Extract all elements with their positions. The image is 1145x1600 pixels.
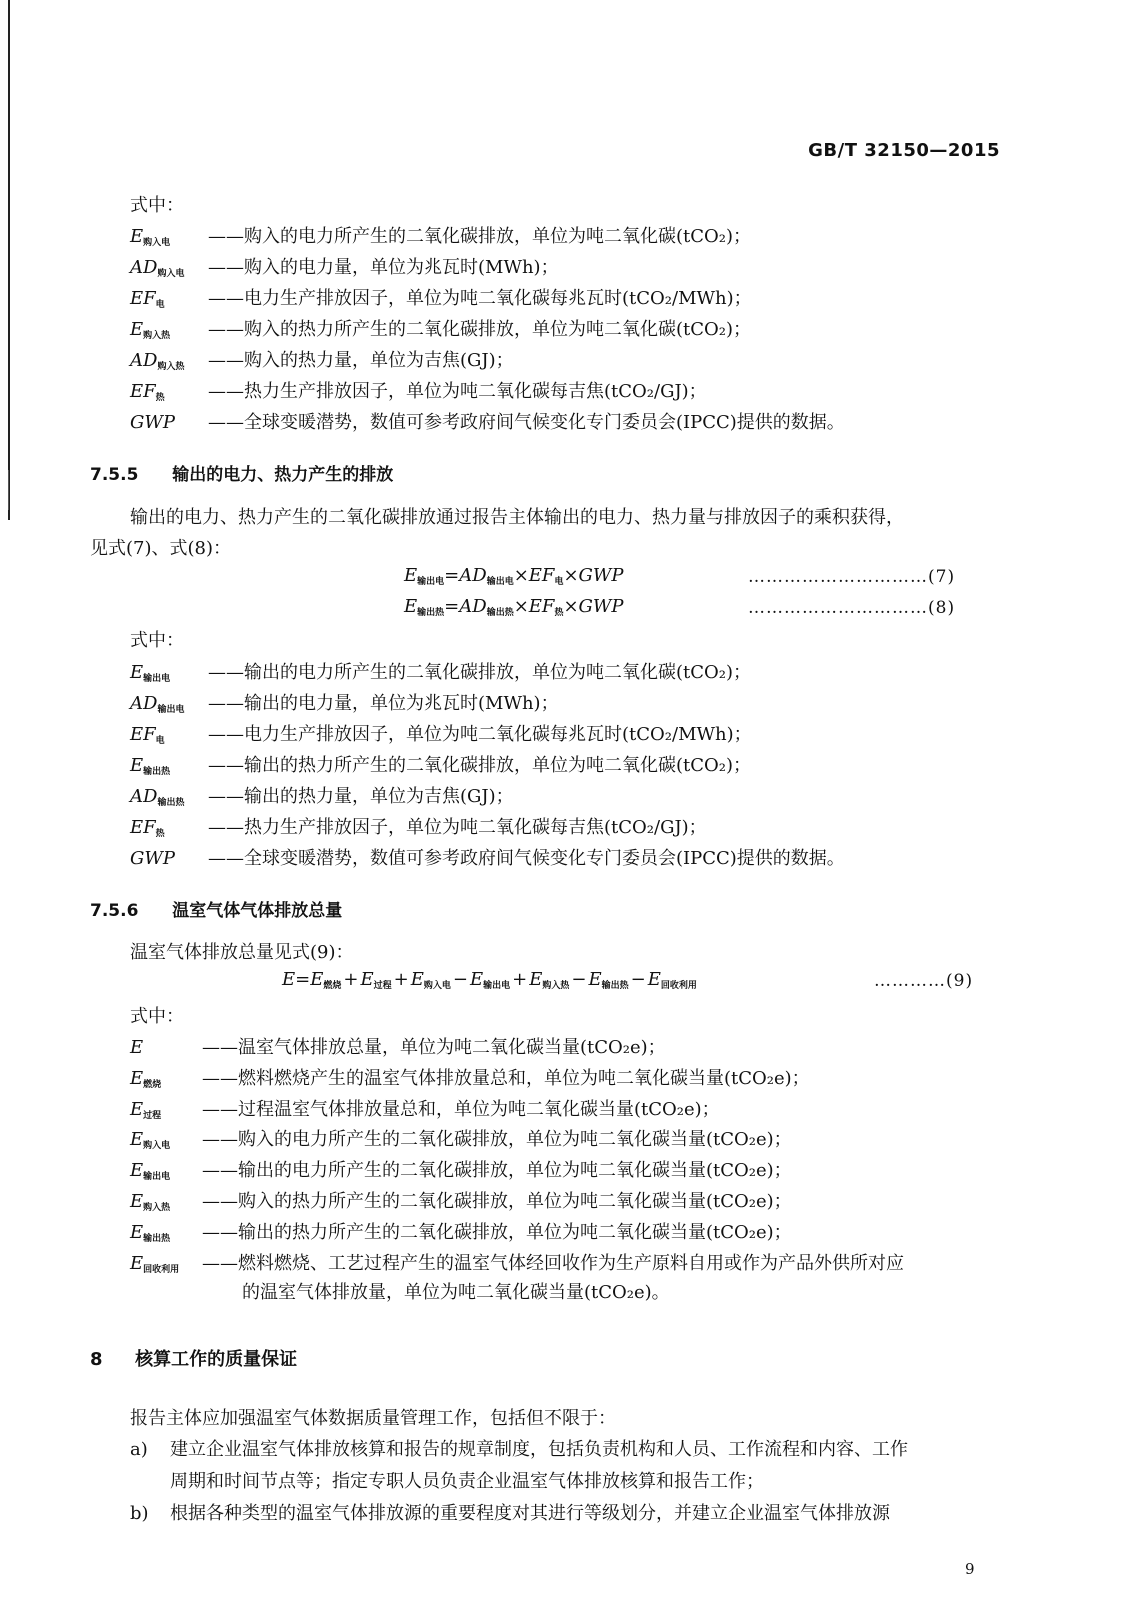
list-text: 建立企业温室气体排放核算和报告的规章制度，包括负责机构和人员、工作流程和内容、工作 [170,1439,908,1460]
list-marker: b) [130,1503,149,1524]
formula-symbol: EF [528,565,555,586]
formula-operator: + [512,969,528,990]
definition-row [130,753,1030,779]
definition-symbol [130,317,170,349]
definition-symbol [130,660,170,692]
list-marker: a) [130,1439,148,1460]
definition-text: ——全球变暖潜势，数值可参考政府间气候变化专门委员会(IPCC)提供的数据。 [208,848,845,869]
symbol-main: GWP [130,412,175,433]
definition-symbol [130,784,184,816]
symbol-subscript: 热 [155,393,165,403]
formula-operator: × [563,565,579,586]
definition-text: ——输出的热力所产生的二氧化碳排放，单位为吨二氧化碳当量(tCO₂e)； [202,1221,792,1243]
definition-row [130,1066,1030,1092]
definition-text: ——购入的热力量，单位为吉焦(GJ)； [208,350,514,371]
formula-operator: × [513,565,529,586]
definition-row [130,410,1030,436]
symbol-subscript: 购入热 [143,1203,171,1213]
where-label: 式中： [130,1006,184,1027]
section-number: 8 [90,1349,103,1370]
formula-subscript: 输出电 [483,981,511,991]
definition-row [130,846,1030,872]
formula-subscript: 回收利用 [660,981,697,991]
definition-text: ——输出的热力量，单位为吉焦(GJ)； [208,786,514,807]
definition-row [130,1097,1030,1123]
formula-subscript: 电 [554,577,564,587]
scan-border-mark [8,470,9,510]
symbol-subscript: 过程 [143,1110,162,1121]
definition-symbol [130,846,175,872]
definition-text: ——燃料燃烧、工艺过程产生的温室气体经回收作为生产原料自用或作为产品外供所对应 [202,1252,904,1274]
formula-subscript: 过程 [373,981,392,991]
symbol-subscript: 输出热 [143,767,171,777]
symbol-main: E [130,1129,144,1151]
formula-operator: × [513,596,529,617]
formula-7 [404,565,624,587]
list-text: 根据各种类型的温室气体排放源的重要程度对其进行等级划分，并建立企业温室气体排放源 [170,1503,890,1524]
formula-symbol: E [310,969,324,990]
definition-symbol [130,722,165,754]
definition-text: ——购入的电力所产生的二氧化碳排放，单位为吨二氧化碳当量(tCO₂e)； [202,1129,792,1151]
section-number: 7.5.6 [90,901,139,921]
formula-subscript: 输出热 [417,608,445,618]
paragraph-line: 见式(7)、式(8)： [90,538,231,559]
definition-row [130,784,1030,810]
symbol-subscript: 输出电 [143,1172,171,1183]
symbol-main: EF [130,381,156,402]
definition-row [130,379,1030,405]
symbol-main: E [130,1098,144,1120]
definition-text: ——温室气体排放总量，单位为吨二氧化碳当量(tCO₂e)； [202,1037,666,1058]
section-heading-7-5-6 [90,896,342,921]
formula-symbol: E [404,596,418,617]
section-heading-8 [90,1345,297,1371]
formula-operator: = [444,565,460,586]
formula-subscript: 输出热 [601,981,629,991]
list-item-b [130,1498,1010,1530]
formula-operator: − [630,969,646,990]
definition-symbol [130,1158,170,1190]
list-item-a [130,1434,1010,1498]
standard-number: GB/T 32150—2015 [808,140,1000,161]
definition-row [130,1127,1030,1153]
section-title: 输出的电力、热力产生的排放 [172,465,394,485]
formula-symbol: E [360,969,374,990]
section-heading-7-5-5 [90,460,393,485]
formula-subscript: 热 [554,608,564,618]
definition-symbol [130,255,184,287]
formula-subscript: 输出电 [486,577,514,587]
definition-symbol [130,753,170,785]
formula-subscript: 输出电 [417,577,445,587]
formula-symbol: E [647,969,661,990]
definition-text: ——热力生产排放因子，单位为吨二氧化碳每吉焦(tCO₂/GJ)； [208,817,707,838]
paragraph-line: 温室气体排放总量见式(9)： [130,942,354,963]
definition-symbol [130,815,165,847]
symbol-subscript: 购入电 [157,269,185,279]
definition-text: ——热力生产排放因子，单位为吨二氧化碳每吉焦(tCO₂/GJ)； [208,381,707,402]
section-number: 7.5.5 [90,465,139,485]
symbol-main: AD [130,693,158,714]
symbol-subscript: 购入电 [143,1141,171,1152]
formula-operator: = [444,596,460,617]
formula-operator: − [571,969,587,990]
symbol-subscript: 购入热 [143,331,171,341]
formula-symbol: GWP [578,565,624,586]
symbol-main: AD [130,786,158,807]
formula-operator: + [343,969,359,990]
symbol-main: AD [130,350,158,371]
symbol-main: E [130,226,144,247]
definition-text: ——输出的电力量，单位为兆瓦时(MWh)； [208,693,559,714]
definition-symbol [130,1189,170,1221]
definition-symbol [130,286,165,318]
formula-symbol: GWP [578,596,624,617]
definition-row [130,286,1030,312]
symbol-subscript: 回收利用 [143,1264,180,1275]
definition-symbol [130,691,184,723]
symbol-subscript: 燃烧 [143,1079,162,1090]
equation-number-8: …………………………(8) [748,598,956,618]
symbol-main: EF [130,817,156,838]
definition-text: ——购入的热力所产生的二氧化碳排放，单位为吨二氧化碳当量(tCO₂e)； [202,1191,792,1212]
section-title: 温室气体气体排放总量 [172,901,343,921]
where-label: 式中： [130,195,184,216]
symbol-main: E [130,1191,144,1212]
formula-symbol: EF [528,596,555,617]
symbol-main: E [130,662,144,683]
definition-text: ——购入的电力量，单位为兆瓦时(MWh)； [208,257,559,278]
definition-symbol [130,1066,161,1098]
symbol-subscript: 热 [155,829,165,839]
paragraph-line: 输出的电力、热力产生的二氧化碳排放通过报告主体输出的电力、热力量与排放因子的乘积获得， [130,507,904,528]
definition-text: ——全球变暖潜势，数值可参考政府间气候变化专门委员会(IPCC)提供的数据。 [208,412,845,433]
definition-row [130,660,1030,686]
symbol-main: E [130,1221,144,1243]
formula-8 [404,596,624,618]
definition-text: ——电力生产排放因子，单位为吨二氧化碳每兆瓦时(tCO₂/MWh)； [208,724,752,745]
formula-symbol: E [282,969,296,990]
formula-symbol: E [404,565,418,586]
definition-symbol [130,1035,143,1061]
symbol-main: EF [130,724,156,745]
definition-text: ——燃料燃烧产生的温室气体排放量总和，单位为吨二氧化碳当量(tCO₂e)； [202,1067,810,1089]
symbol-main: E [130,1037,144,1058]
formula-symbol: AD [459,565,487,586]
symbol-subscript: 输出热 [143,1233,171,1244]
definition-symbol [130,1251,179,1283]
formula-subscript: 购入热 [542,981,570,991]
where-label: 式中： [130,630,184,651]
formula-subscript: 输出热 [486,608,514,618]
definition-symbol [130,1127,170,1159]
symbol-main: E [130,319,144,340]
definition-text: ——输出的电力所产生的二氧化碳排放，单位为吨二氧化碳当量(tCO₂e)； [202,1160,792,1182]
symbol-subscript: 购入热 [157,362,185,372]
symbol-main: EF [130,288,156,309]
page-number: 9 [965,1560,975,1578]
definition-text: ——购入的电力所产生的二氧化碳排放，单位为吨二氧化碳(tCO₂)； [208,226,752,247]
formula-9 [282,969,697,991]
symbol-main: E [130,1067,144,1089]
definition-symbol [130,224,170,256]
formula-symbol: E [529,969,543,990]
equation-number-7: …………………………(7) [748,567,956,587]
definition-row [130,317,1030,343]
paragraph-line: 报告主体应加强温室气体数据质量管理工作，包括但不限于： [130,1408,616,1429]
definition-symbol [130,348,184,380]
symbol-subscript: 输出电 [143,674,171,684]
symbol-main: GWP [130,848,175,869]
definition-row [130,255,1030,281]
definition-row [130,1035,1030,1061]
definition-row [130,722,1030,748]
definition-row [130,691,1030,717]
definition-row [130,1189,1030,1215]
formula-symbol: E [410,969,424,990]
symbol-subscript: 输出电 [157,705,185,715]
formula-symbol: E [469,969,484,990]
definition-symbol [130,410,175,436]
definition-row [130,348,1030,374]
formula-operator: = [295,969,311,990]
definition-symbol [130,1220,170,1252]
definition-row [130,815,1030,841]
formula-subscript: 购入电 [423,981,451,991]
symbol-subscript: 电 [155,300,165,310]
section-title: 核算工作的质量保证 [135,1349,298,1370]
formula-symbol: AD [459,596,487,617]
definition-row [130,1251,1030,1277]
formula-operator: − [452,969,468,990]
definition-row [130,1158,1030,1184]
formula-symbol: E [588,969,602,990]
symbol-subscript: 购入电 [143,238,171,248]
scan-border-line [8,0,10,520]
symbol-main: AD [130,257,158,278]
symbol-subscript: 电 [155,736,165,746]
definition-text: ——输出的热力所产生的二氧化碳排放，单位为吨二氧化碳(tCO₂)； [208,755,752,776]
definition-continuation: 的温室气体排放量，单位为吨二氧化碳当量(tCO₂e)。 [242,1282,670,1303]
equation-number-9: …………(9) [874,971,974,991]
definition-text: ——输出的电力所产生的二氧化碳排放，单位为吨二氧化碳(tCO₂)； [208,662,752,683]
definition-text: ——过程温室气体排放量总和，单位为吨二氧化碳当量(tCO₂e)； [202,1098,720,1120]
formula-operator: × [563,596,579,617]
symbol-main: E [130,755,144,776]
definition-text: ——电力生产排放因子，单位为吨二氧化碳每兆瓦时(tCO₂/MWh)； [208,288,752,309]
definition-row [130,1220,1030,1246]
definition-symbol [130,379,165,411]
symbol-subscript: 输出热 [157,798,185,808]
definition-text: ——购入的热力所产生的二氧化碳排放，单位为吨二氧化碳(tCO₂)； [208,319,752,340]
definition-symbol [130,1097,161,1129]
list-text: 周期和时间节点等；指定专职人员负责企业温室气体排放核算和报告工作； [170,1471,764,1492]
formula-subscript: 燃烧 [323,981,342,991]
formula-operator: + [393,969,409,990]
symbol-main: E [130,1160,144,1182]
symbol-main: E [130,1252,144,1274]
definition-row [130,224,1030,250]
